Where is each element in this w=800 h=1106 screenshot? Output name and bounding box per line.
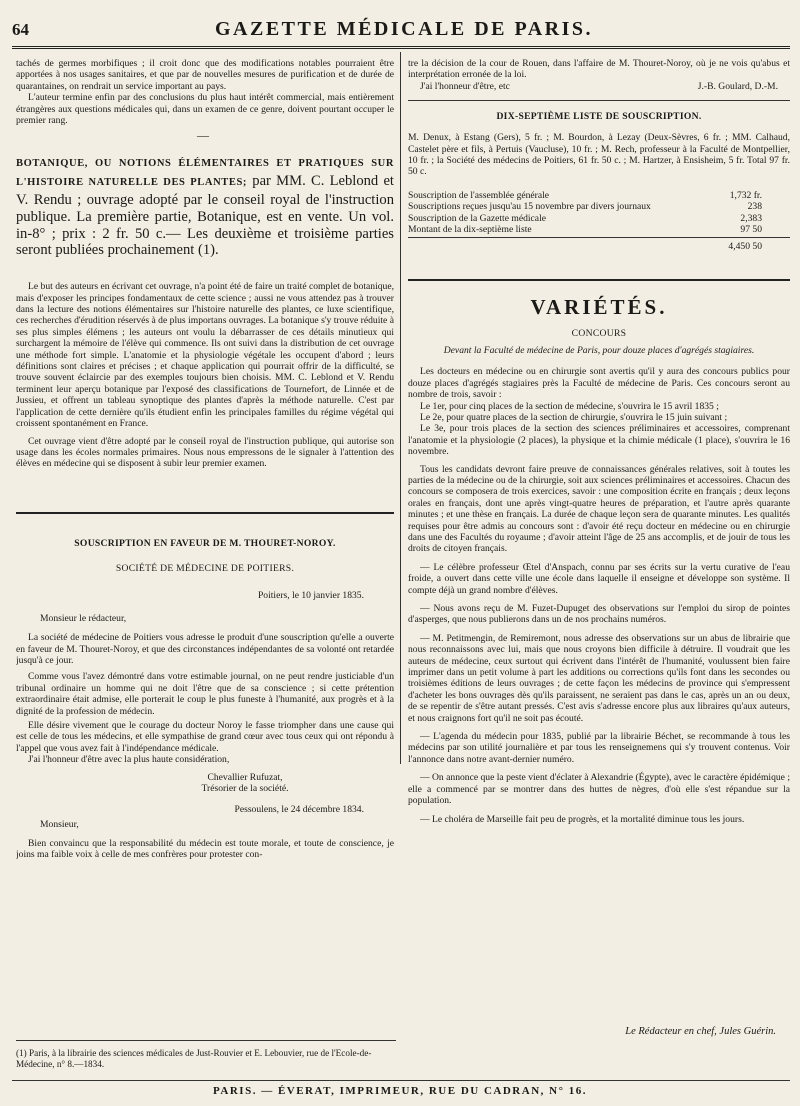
totals-row — [408, 224, 790, 235]
concours-paragraph-3: Le 2e, pour quatre places de la section de chirurgie, s'ouvrira le 15 juin suivant ; — [420, 411, 728, 423]
intro-paragraph-1: tachés de germes morbifiques ; il croit donc que des modifications notables pourraient être apportées à nos usages sanitaires, et que par de nouvelles mesures de purification et de durée de quarantaines, on rendrait un service important au pays. — [16, 58, 394, 92]
letter2-salutation: Monsieur, — [40, 818, 79, 830]
totals-row-label: Montant de la dix-septième liste — [408, 224, 532, 236]
continued-paragraph: tre la décision de la cour de Rouen, dans l'affaire de M. Thouret-Noroy, où je ne vois qu'abus et interprétation erronée de la loi. — [408, 58, 790, 81]
totals-sum: 4,450 50 — [408, 237, 790, 252]
concours-subheading: Devant la Faculté de médecine de Paris, pour douze places d'agrégés stagiaires. — [443, 344, 755, 356]
imprint-footer: PARIS. — ÉVERAT, IMPRIMEUR, RUE DU CADRAN, N° 16. — [213, 1085, 587, 1097]
continued-signature: J.-B. Goulard, D.-M. — [697, 81, 778, 93]
news-item: — Le choléra de Marseille fait peu de progrès, et la mortalité diminue tous les jours. — [420, 813, 745, 825]
footer-rule — [12, 1080, 790, 1081]
letter-paragraph-2: Comme vous l'avez démontré dans votre estimable journal, on ne peut rendre justiciable d'un tribunal ordinaire un homme qui ne doit l'être que de sa conscience ; si cette prétention extraordinaire était admise, elle porterait le coup le plus funeste à l'humanité, aux progrès et à la dignité de la profession de médecin. — [16, 671, 394, 717]
section-rule — [408, 100, 790, 101]
totals-row-label: Souscription de l'assemblée générale — [408, 189, 550, 201]
totals-row-value: 238 — [747, 201, 762, 213]
section-rule — [16, 512, 394, 514]
news-item: — Le célèbre professeur Œtel d'Anspach, connu par ses écrits sur la vertu curative de l'eau froide, a ouvert dans cette ville une école dans laquelle il enseigne et développe son système. Il compte déjà un grand nombre d'élèves. — [408, 561, 790, 596]
book-announcement-text: par MM. C. Leblond et V. Rendu ; ouvrage adopté par le conseil royal de l'instruction publique. La première partie, Botanique, est en vente. Un vol. in-8° ; prix : 2 fr. 50 c.— Les deuxième et troisième parties seront publiées prochainement (1). — [16, 173, 394, 259]
editor-signature: Le Rédacteur en chef, Jules Guérin. — [625, 1026, 776, 1037]
varietes-heading: VARIÉTÉS. — [530, 294, 668, 319]
letter2-paragraph-1: Bien convaincu que la responsabilité du médecin est toute morale, et toute de conscience, je joins ma faible voix à celle de mes confrères pour protester con- — [16, 838, 394, 861]
totals-row-value: 97 50 — [740, 224, 762, 236]
botany-review-paragraph-2: Cet ouvrage vient d'être adopté par le conseil royal de l'instruction publique, qui autorise son usage dans les écoles normales primaires. Nous nous empressons de le signaler à l'attention des élèves en médecine qui se disposent à subir leur premier examen. — [16, 435, 394, 470]
concours-paragraph-2: Le 1er, pour cinq places de la section de médecine, s'ouvrira le 15 avril 1835 ; — [420, 400, 719, 412]
concours-paragraph-1: Les docteurs en médecine ou en chirurgie sont avertis qu'il y aura des concours publics pour douze places d'agrégés stagiaires près la Faculté de médecine de Paris. Ces concours seront au nombre de trois, savoir : — [408, 366, 790, 401]
right-column — [408, 58, 790, 1018]
column-divider — [400, 52, 401, 764]
letter-paragraph-4: J'ai l'honneur d'être avec la plus haute considération, — [28, 754, 230, 766]
letter2-dateline: Pessoulens, le 24 décembre 1834. — [234, 803, 364, 815]
letter-salutation: Monsieur le rédacteur, — [40, 612, 127, 624]
page-number: 64 — [12, 20, 29, 39]
letter-signature-name: Chevallier Rufuzat, — [207, 771, 283, 783]
totals-row-label: Souscriptions reçues jusqu'au 15 novembre par divers journaux — [408, 201, 651, 213]
letter-paragraph-3: Elle désire vivement que le courage du docteur Noroy le fasse triompher dans une cause qui est celle de tous les médecins, et elle sympathise de grand cœur avec tous ceux qui ont répondu à l'appel que vous avez fait à l'indépendance médicale. — [16, 719, 394, 754]
continued-honneur: J'ai l'honneur d'être, etc — [420, 80, 510, 92]
news-item: — M. Petitmengin, de Remiremont, nous adresse des observations sur un abus de librairie que nous reconnaissons avec lui, mais que nous croyons bien difficile à détruire. Il voudrait que les auteurs de médecine, ceux surtout qui écrivent dans l'intérêt de l'humanité, voulussent bien faire imprimer dans un petit volume à part les additions ou corrections qu'ils font dans les secondes ou troisièmes éditions de leurs ouvrages ; de cette façon les médecins de province qui s'empressent d'acheter les bons ouvrages dès qu'ils paraissent, ne seraient pas dans le cas, après un an ou deux, de se repentir de s'être autant pressés. C'est avis s'adresse encore plus aux libraires qu'aux auteurs, et nous craignons fort qu'il ne soit pas écouté. — [408, 632, 790, 724]
left-column — [16, 58, 394, 1038]
section-separator: — — [197, 128, 213, 143]
concours-paragraph-4: Le 3e, pour trois places de la section des sciences préliminaires et accessoires, comprenant l'anatomie et la physiologie (2 places), la physique et la chimie médicale (1 place), s'ouvrira le 16 novembre. — [408, 423, 790, 458]
liste-text: M. Denux, à Estang (Gers), 5 fr. ; M. Bourdon, à Lezay (Deux-Sèvres, 6 fr. ; MM. Calhaud, Castelet père et fils, à Pertuis (Vaucluse), 10 fr. ; M. Rech, professeur à la Faculté de Montpellier, 10 fr. ; la Société des médecins de Poitiers, 61 fr. 50 c. ; M. Hartzer, à Ensisheim, 5 fr. Total 97 fr. 50 c. — [408, 132, 790, 178]
news-item: — L'agenda du médecin pour 1835, publié par la librairie Béchet, se recommande à tous les médecins par son utilité journalière et par tous les renseignemens qui s'y trouvent contenus. Voir l'annonce dans notre avant-dernier numéro. — [408, 731, 790, 765]
letter-paragraph-1: La société de médecine de Poitiers vous adresse le produit d'une souscription qu'elle a ouverte en faveur de M. Thouret-Noroy, et que des circonstances indépendantes de sa volonté ont retardée jusqu'à ce jour. — [16, 632, 394, 666]
letter-signature-title: Trésorier de la société. — [201, 782, 289, 794]
news-item: — On annonce que la peste vient d'éclater à Alexandrie (Égypte), avec le caractère épidémique ; elle a commencé par se montrer dans des huttes de nègres, d'où elle s'est répandue sur la population. — [408, 772, 790, 807]
subscription-totals — [408, 190, 790, 253]
totals-row-value: 2,383 — [740, 212, 762, 224]
botany-review-paragraph-1: Le but des auteurs en écrivant cet ouvrage, n'a point été de faire un traité complet de botanique, mais d'exposer les principes fondamentaux de cette science ; aussi ne vous attendez pas à trouver dans la lecture des notions élémentaires sur l'histoire naturelle des plantes, ce luxe scientifique, ces recherches d'érudition réservés à de plus importans ouvrages. La botanique s'y trouve réduite à ses plus simples élémens ; les auteurs ont voulu la débarrasser de ces détails minutieux qui surchargent la mémoire de l'élève qui commence. Ils ont suivi dans la distribution de cet ouvrage une méthode fort simple. L'anatomie et la physiologie végétale les occupent d'abord ; leurs définitions sont claires et précises ; et chaque application qui pourrait offrir de la difficulté, se trouve souvent éclaircie par des exemples toujours bien choisis. MM. C. Leblond et V. Rendu terminent leur aperçu botanique par l'exposé des classifications de Tournefort, de Linnée et de Jussieu, et offrent un tableau synoptique des plantes d'après la méthode naturelle. C'est par l'application de cette dernière qu'ils étudient enfin les principales familles du régime végétal qui croissent spontanément en France. — [16, 281, 394, 430]
footnote: (1) Paris, à la librairie des sciences médicales de Just-Rouvier et E. Lebouvier, rue de l'Ecole-de-Médecine, n° 8.—1834. — [16, 1048, 372, 1069]
totals-row — [408, 190, 790, 201]
liste-heading: DIX-SEPTIÈME LISTE DE SOUSCRIPTION. — [496, 111, 702, 123]
book-announcement-title: BOTANIQUE, OU NOTIONS ÉLÉMENTAIRES ET PRATIQUES SUR L'HISTOIRE NATURELLE DES PLANTES; — [16, 158, 394, 189]
header-rule — [12, 46, 790, 49]
totals-row — [408, 201, 790, 212]
book-announcement — [16, 154, 394, 259]
totals-row — [408, 213, 790, 224]
footnote-rule — [16, 1040, 396, 1041]
totals-row-value: 1,732 fr. — [729, 189, 762, 201]
totals-row-label: Souscription de la Gazette médicale — [408, 212, 546, 224]
intro-paragraph-2: L'auteur termine enfin par des conclusions du plus haut intérêt commercial, mais entièrement étrangères aux questions médicales qui, dans un examen de ce genre, doivent pourtant occuper le premier rang. — [16, 92, 394, 127]
letter-dateline: Poitiers, le 10 janvier 1835. — [257, 589, 364, 601]
societe-heading: SOCIÉTÉ DE MÉDECINE DE POITIERS. — [115, 562, 295, 574]
news-item: — Nous avons reçu de M. Fuzet-Dupuget des observations sur l'emploi du sirop de pointes d'asperges, que nous publierons dans un de nos prochains numéros. — [408, 603, 790, 626]
souscription-heading: SOUSCRIPTION EN FAVEUR DE M. THOURET-NOROY. — [74, 537, 336, 549]
masthead: GAZETTE MÉDICALE DE PARIS. — [215, 18, 594, 40]
section-rule — [408, 279, 790, 281]
concours-heading: CONCOURS — [571, 327, 627, 339]
concours-paragraph-5: Tous les candidats devront faire preuve de connaissances générales relatives, soit à toutes les parties de la médecine ou de la chirurgie, soit aux sciences préliminaires et accessoires. Chacun des concours se composera de trois exercices, savoir : une composition écrite en français ; deux leçons orales en français, dont une après vingt-quatre heures de préparation, et l'autre après quarante minutes ; et une thèse en français. La durée de chaque leçon sera de quarante minutes. Les qualités requises pour être admis au concours sont : d'avoir été reçu docteur en médecine ou en chirurgie dans une des Facultés du royaume ; d'avoir atteint l'âge de 25 ans accomplis, et de jouir de tous les droits de citoyen français. — [408, 463, 790, 555]
